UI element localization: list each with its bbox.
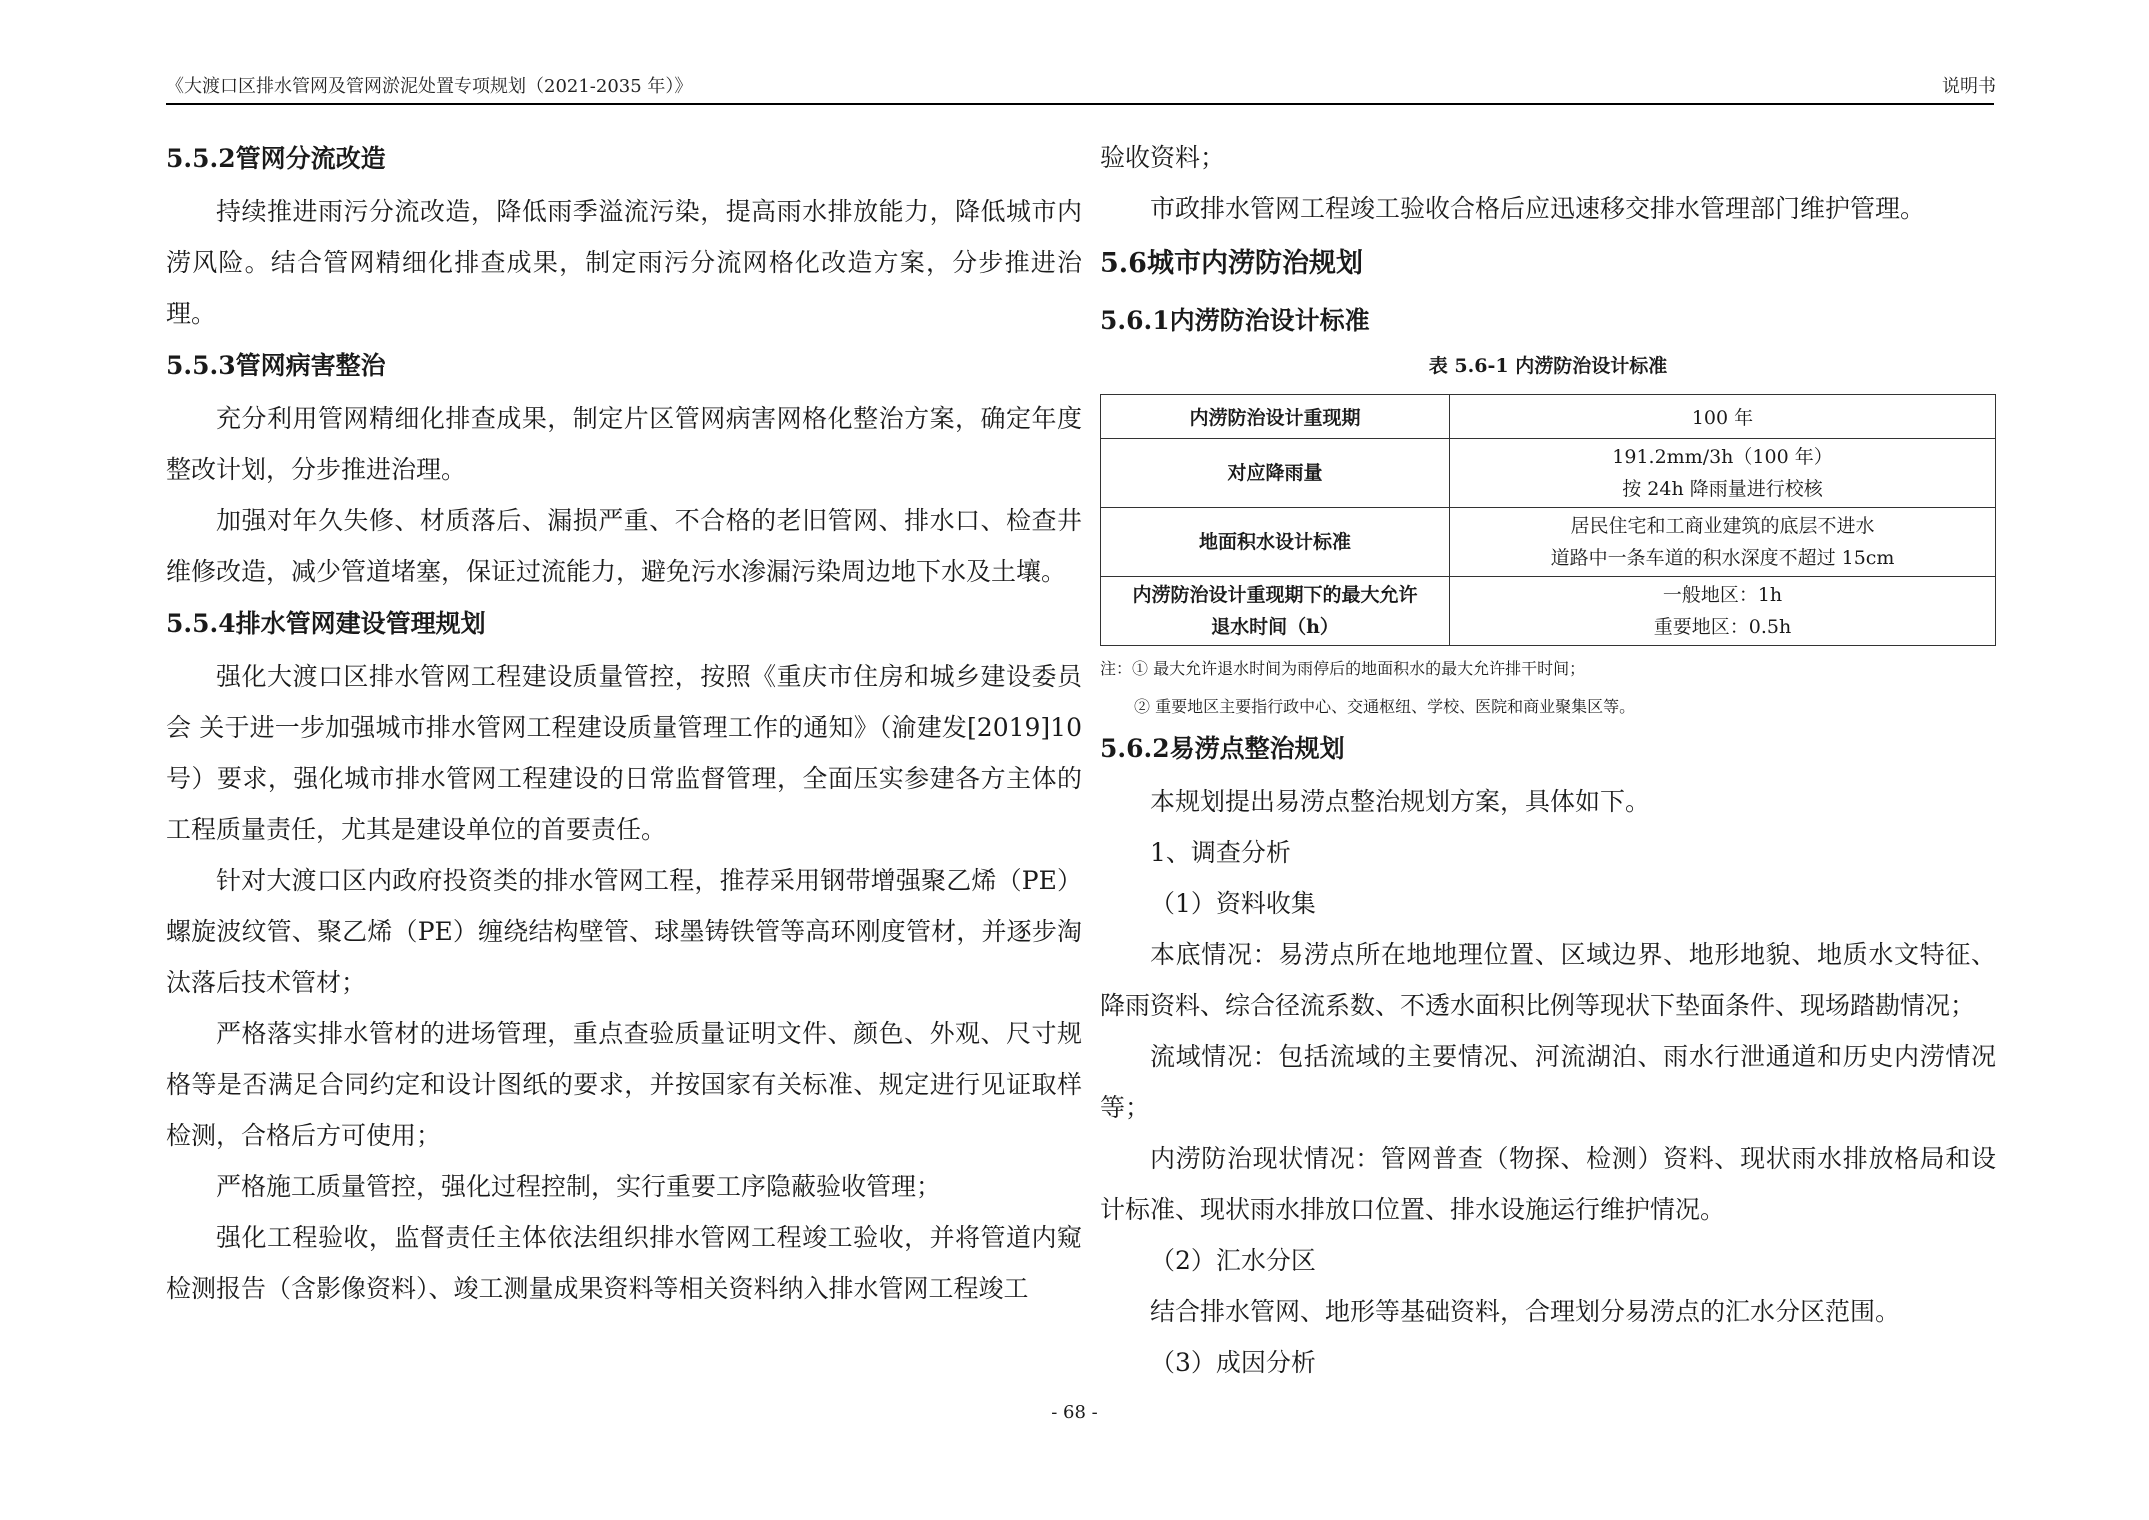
heading-5-6-1: 5.6.1内涝防治设计标准 (1100, 306, 1370, 335)
paragraph: 1、调查分析 (1150, 838, 1291, 867)
heading-5-5-2: 5.5.2管网分流改造 (166, 144, 386, 173)
paragraph: 强化大渡口区排水管网工程建设质量管控，按照《重庆市住房和城乡建设委员会 关于进一步加强城市排水管网工程建设质量管理工作的通知》（渝建发[2019]10 号）要求，强化城市排水管网工程建设的日常监督管理，全面压实参建各方主体的工程质量责任，尤其是建设单位的首要责任。 (166, 662, 1082, 844)
paragraph-continued: 验收资料； (1100, 143, 1226, 172)
paragraph: 本规划提出易涝点整治规划方案，具体如下。 (1150, 787, 1651, 816)
right-column (1100, 132, 1996, 1388)
table-value-cell (1450, 439, 1996, 508)
running-header-title: 《大渡口区排水管网及管网淤泥处置专项规划（2021-2035 年）》 (166, 76, 693, 97)
table-value-line: 重要地区：0.5h (1653, 616, 1792, 638)
header-rule (166, 103, 1994, 105)
table-value-cell (1450, 508, 1996, 577)
page-number: - 68 - (1051, 1402, 1098, 1423)
table-value-cell (1450, 577, 1996, 646)
paragraph: 内涝防治现状情况：管网普查（物探、检测）资料、现状雨水排放格局和设计标准、现状雨水排放口位置、排水设施运行维护情况。 (1100, 1144, 1996, 1224)
paragraph: （2）汇水分区 (1150, 1246, 1316, 1275)
table-key-line: 退水时间（h） (1211, 616, 1339, 638)
table-value-line: 按 24h 降雨量进行校核 (1622, 478, 1823, 500)
table-value-line: 一般地区：1h (1662, 584, 1783, 606)
heading-5-5-3: 5.5.3管网病害整治 (166, 351, 386, 380)
heading-5-6-2: 5.6.2易涝点整治规划 (1100, 734, 1345, 763)
paragraph: 持续推进雨污分流改造，降低雨季溢流污染，提高雨水排放能力，降低城市内涝风险。结合管网精细化排查成果，制定雨污分流网格化改造方案，分步推进治理。 (166, 197, 1082, 328)
table-note: ② 重要地区主要指行政中心、交通枢纽、学校、医院和商业聚集区等。 (1134, 697, 1636, 716)
table-caption: 表 5.6-1 内涝防治设计标准 (1428, 355, 1668, 377)
table-key-line: 内涝防治设计重现期下的最大允许 (1132, 584, 1418, 606)
paragraph: 严格落实排水管材的进场管理，重点查验质量证明文件、颜色、外观、尺寸规格等是否满足合同约定和设计图纸的要求，并按国家有关标准、规定进行见证取样检测，合格后方可使用； (166, 1019, 1082, 1150)
table-row (1101, 508, 1996, 577)
paragraph: 强化工程验收，监督责任主体依法组织排水管网工程竣工验收，并将管道内窥检测报告（含影像资料）、竣工测量成果资料等相关资料纳入排水管网工程竣工 (166, 1223, 1082, 1303)
paragraph: 市政排水管网工程竣工验收合格后应迅速移交排水管理部门维护管理。 (1150, 194, 1926, 223)
left-column (166, 132, 1082, 1314)
design-standard-table (1100, 394, 1996, 646)
table-row (1101, 395, 1996, 439)
paragraph: 充分利用管网精细化排查成果，制定片区管网病害网格化整治方案，确定年度整改计划，分步推进治理。 (166, 404, 1082, 484)
table-value-line: 居民住宅和工商业建筑的底层不进水 (1570, 515, 1875, 537)
heading-5-5-4: 5.5.4排水管网建设管理规划 (166, 609, 486, 638)
table-note: 注：① 最大允许退水时间为雨停后的地面积水的最大允许排干时间； (1100, 659, 1586, 678)
paragraph: （1）资料收集 (1150, 889, 1316, 918)
paragraph: 结合排水管网、地形等基础资料，合理划分易涝点的汇水分区范围。 (1150, 1297, 1901, 1326)
paragraph: 严格施工质量管控，强化过程控制，实行重要工序隐蔽验收管理； (216, 1172, 942, 1201)
table-row (1101, 439, 1996, 508)
paragraph: 流域情况：包括流域的主要情况、河流湖泊、雨水行泄通道和历史内涝情况等； (1100, 1042, 1996, 1122)
table-value-line: 191.2mm/3h（100 年） (1612, 446, 1833, 468)
paragraph: 针对大渡口区内政府投资类的排水管网工程，推荐采用钢带增强聚乙烯（PE）螺旋波纹管、聚乙烯（PE）缠绕结构壁管、球墨铸铁管等高环刚度管材，并逐步淘汰落后技术管材； (166, 866, 1082, 997)
table-key-cell: 地面积水设计标准 (1101, 508, 1450, 577)
paragraph: 加强对年久失修、材质落后、漏损严重、不合格的老旧管网、排水口、检查井维修改造，减少管道堵塞，保证过流能力，避免污水渗漏污染周边地下水及土壤。 (166, 506, 1082, 586)
table-key-cell: 对应降雨量 (1101, 439, 1450, 508)
table-value-line: 道路中一条车道的积水深度不超过 15cm (1550, 547, 1895, 569)
paragraph: （3）成因分析 (1150, 1348, 1316, 1377)
table-key-cell: 内涝防治设计重现期 (1101, 395, 1450, 439)
table-value-cell: 100 年 (1450, 395, 1996, 439)
heading-5-6: 5.6城市内涝防治规划 (1100, 248, 1363, 279)
paragraph: 本底情况：易涝点所在地地理位置、区域边界、地形地貌、地质水文特征、降雨资料、综合径流系数、不透水面积比例等现状下垫面条件、现场踏勘情况； (1100, 940, 1996, 1020)
table-row (1101, 577, 1996, 646)
table-key-cell (1101, 577, 1450, 646)
running-header-section: 说明书 (1942, 76, 1996, 97)
